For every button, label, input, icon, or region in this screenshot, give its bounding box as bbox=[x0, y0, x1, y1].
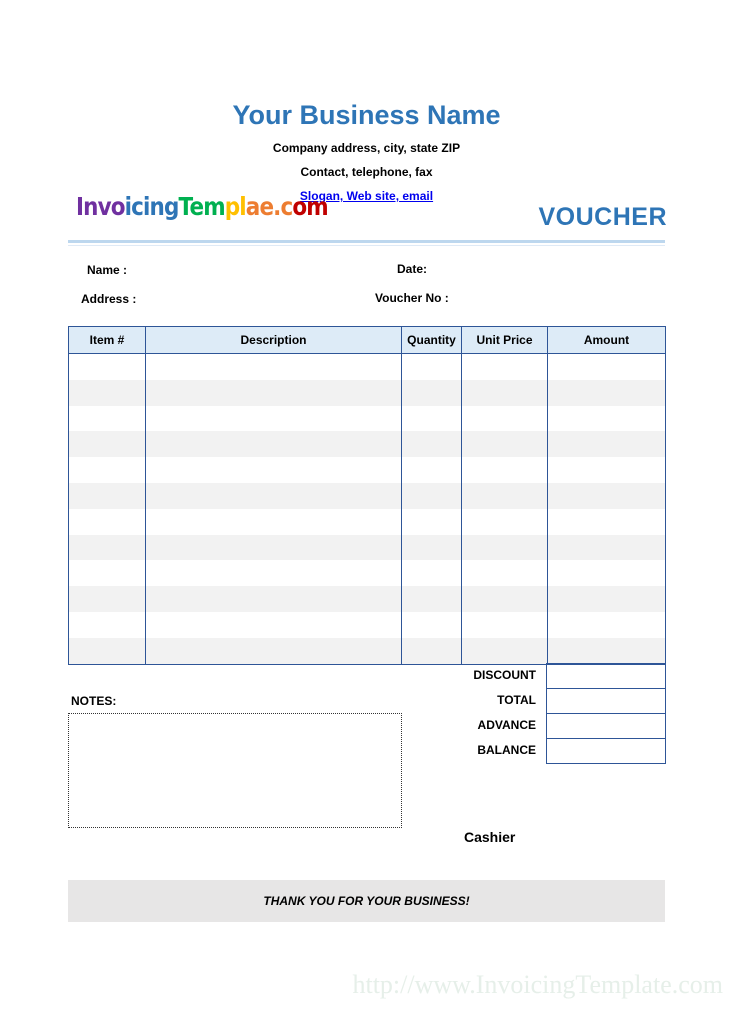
cell-amount[interactable] bbox=[548, 509, 666, 535]
col-description: Description bbox=[146, 327, 402, 354]
name-label: Name : bbox=[87, 263, 128, 277]
cell-quantity[interactable] bbox=[402, 638, 462, 664]
total-field[interactable] bbox=[546, 688, 666, 714]
cell-item[interactable] bbox=[69, 380, 146, 406]
table-row bbox=[69, 354, 666, 380]
watermark: http://www.InvoicingTemplate.com bbox=[352, 970, 723, 999]
cell-unit-price[interactable] bbox=[462, 638, 548, 664]
cell-quantity[interactable] bbox=[402, 354, 462, 380]
cell-description[interactable] bbox=[146, 406, 402, 432]
cell-unit-price[interactable] bbox=[462, 535, 548, 561]
advance-label: ADVANCE bbox=[477, 718, 536, 732]
cell-description[interactable] bbox=[146, 638, 402, 664]
cell-item[interactable] bbox=[69, 406, 146, 432]
discount-field[interactable] bbox=[546, 663, 666, 689]
table-row bbox=[69, 483, 666, 509]
col-quantity: Quantity bbox=[402, 327, 462, 354]
col-unit-price: Unit Price bbox=[462, 327, 548, 354]
header-divider bbox=[68, 240, 665, 243]
cell-item[interactable] bbox=[69, 431, 146, 457]
cell-unit-price[interactable] bbox=[462, 354, 548, 380]
table-row bbox=[69, 509, 666, 535]
col-amount: Amount bbox=[548, 327, 666, 354]
cell-description[interactable] bbox=[146, 354, 402, 380]
cell-description[interactable] bbox=[146, 431, 402, 457]
cell-amount[interactable] bbox=[548, 431, 666, 457]
balance-label: BALANCE bbox=[477, 743, 536, 757]
header-divider-thin bbox=[68, 245, 665, 246]
cell-description[interactable] bbox=[146, 612, 402, 638]
table-header-row bbox=[69, 327, 666, 354]
table-row bbox=[69, 612, 666, 638]
cell-amount[interactable] bbox=[548, 483, 666, 509]
cell-unit-price[interactable] bbox=[462, 406, 548, 432]
table-row bbox=[69, 431, 666, 457]
notes-box[interactable] bbox=[68, 713, 402, 828]
items-table bbox=[68, 326, 666, 665]
cell-description[interactable] bbox=[146, 483, 402, 509]
company-address: Company address, city, state ZIP bbox=[272, 141, 461, 155]
address-label: Address : bbox=[81, 292, 137, 306]
cell-amount[interactable] bbox=[548, 457, 666, 483]
cell-description[interactable] bbox=[146, 380, 402, 406]
cell-item[interactable] bbox=[69, 535, 146, 561]
cell-description[interactable] bbox=[146, 457, 402, 483]
table-row bbox=[69, 560, 666, 586]
logo: InvoicingTemplae.com bbox=[76, 192, 328, 221]
slogan-link[interactable]: Slogan, Web site, email bbox=[299, 189, 434, 203]
table-row bbox=[69, 406, 666, 432]
cell-description[interactable] bbox=[146, 560, 402, 586]
cell-item[interactable] bbox=[69, 638, 146, 664]
cell-amount[interactable] bbox=[548, 586, 666, 612]
cell-quantity[interactable] bbox=[402, 612, 462, 638]
cell-item[interactable] bbox=[69, 457, 146, 483]
cell-unit-price[interactable] bbox=[462, 380, 548, 406]
voucher-no-label: Voucher No : bbox=[375, 291, 449, 305]
date-label: Date: bbox=[397, 262, 428, 276]
cell-amount[interactable] bbox=[548, 406, 666, 432]
cell-quantity[interactable] bbox=[402, 509, 462, 535]
table-row bbox=[69, 586, 666, 612]
col-item: Item # bbox=[69, 327, 146, 354]
cell-amount[interactable] bbox=[548, 535, 666, 561]
cell-amount[interactable] bbox=[548, 380, 666, 406]
cell-unit-price[interactable] bbox=[462, 483, 548, 509]
cell-amount[interactable] bbox=[548, 638, 666, 664]
table-row bbox=[69, 380, 666, 406]
cell-quantity[interactable] bbox=[402, 380, 462, 406]
cell-item[interactable] bbox=[69, 509, 146, 535]
cell-item[interactable] bbox=[69, 483, 146, 509]
cell-unit-price[interactable] bbox=[462, 431, 548, 457]
table-row bbox=[69, 535, 666, 561]
cell-item[interactable] bbox=[69, 586, 146, 612]
cell-unit-price[interactable] bbox=[462, 612, 548, 638]
cell-unit-price[interactable] bbox=[462, 586, 548, 612]
cell-amount[interactable] bbox=[548, 560, 666, 586]
balance-field[interactable] bbox=[546, 738, 666, 764]
table-row bbox=[69, 457, 666, 483]
cell-quantity[interactable] bbox=[402, 483, 462, 509]
cell-unit-price[interactable] bbox=[462, 457, 548, 483]
cell-item[interactable] bbox=[69, 612, 146, 638]
cell-quantity[interactable] bbox=[402, 457, 462, 483]
cell-quantity[interactable] bbox=[402, 535, 462, 561]
cell-description[interactable] bbox=[146, 509, 402, 535]
contact-info: Contact, telephone, fax bbox=[300, 165, 433, 179]
cell-amount[interactable] bbox=[548, 612, 666, 638]
cashier-label: Cashier bbox=[464, 829, 516, 845]
cell-item[interactable] bbox=[69, 560, 146, 586]
cell-unit-price[interactable] bbox=[462, 509, 548, 535]
cell-quantity[interactable] bbox=[402, 406, 462, 432]
total-label: TOTAL bbox=[497, 693, 536, 707]
cell-description[interactable] bbox=[146, 535, 402, 561]
cell-quantity[interactable] bbox=[402, 431, 462, 457]
business-name: Your Business Name bbox=[232, 100, 501, 130]
cell-item[interactable] bbox=[69, 354, 146, 380]
discount-label: DISCOUNT bbox=[473, 668, 536, 682]
cell-amount[interactable] bbox=[548, 354, 666, 380]
cell-quantity[interactable] bbox=[402, 586, 462, 612]
advance-field[interactable] bbox=[546, 713, 666, 739]
notes-label: NOTES: bbox=[71, 694, 117, 708]
thank-you-banner: THANK YOU FOR YOUR BUSINESS! bbox=[68, 880, 665, 922]
cell-unit-price[interactable] bbox=[462, 560, 548, 586]
cell-quantity[interactable] bbox=[402, 560, 462, 586]
document-title: VOUCHER bbox=[538, 203, 667, 231]
cell-description[interactable] bbox=[146, 586, 402, 612]
table-row bbox=[69, 638, 666, 664]
